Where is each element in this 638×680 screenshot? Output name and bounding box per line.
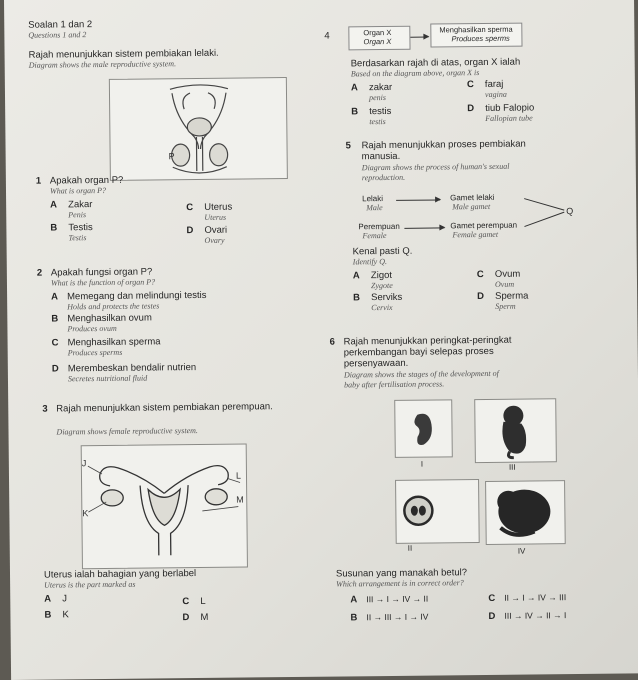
q6-option-d-letter[interactable]: D xyxy=(488,610,496,622)
q5-option-c-letter[interactable]: C xyxy=(476,268,484,281)
q4-option-a-letter[interactable]: A xyxy=(350,82,358,94)
female-reproductive-illustration xyxy=(82,444,247,568)
question-5-intro-en-1: Diagram shows the process of human's sexual xyxy=(361,161,510,173)
label-m: M xyxy=(236,494,244,505)
q5-option-b[interactable]: Serviks xyxy=(371,291,403,304)
flow-male-gamete: Gamet lelaki xyxy=(450,192,495,203)
produces-sperm-label-en: Produces sperms xyxy=(451,33,510,44)
question-6-intro-1: Rajah menunjukkan peringkat-peringkat xyxy=(343,334,512,348)
q2-option-b[interactable]: Menghasilkan ovum xyxy=(67,312,152,325)
svg-text:P: P xyxy=(168,151,175,162)
section-heading-en: Questions 1 and 2 xyxy=(28,30,87,40)
flow-female-gamete: Gamet perempuan xyxy=(450,220,518,231)
flow-male-gamete-en: Male gamet xyxy=(452,201,491,212)
organ-x-label: Organ X xyxy=(363,27,392,38)
question-1-stem: Apakah organ P? xyxy=(49,174,124,187)
q5-option-d-en: Sperm xyxy=(495,301,516,311)
q6-option-c-letter[interactable]: C xyxy=(488,592,496,604)
q1-option-a[interactable]: Zakar xyxy=(68,199,93,211)
label-j: J xyxy=(81,458,87,469)
q5-option-b-letter[interactable]: B xyxy=(353,292,361,304)
q2-option-a-letter[interactable]: A xyxy=(51,291,59,303)
q5-option-c[interactable]: Ovum xyxy=(494,268,521,280)
q2-option-b-letter[interactable]: B xyxy=(51,313,59,325)
question-3-stem: Uterus ialah bahagian yang berlabel xyxy=(43,568,197,581)
q4-option-d[interactable]: tiub Falopio xyxy=(485,102,535,114)
fetus-stage-iv-illustration xyxy=(486,481,565,544)
q6-option-a[interactable]: III → I → IV → II xyxy=(366,593,429,605)
question-3-number: 3 xyxy=(42,403,48,415)
q3-option-b[interactable]: K xyxy=(62,609,69,621)
question-6-number: 6 xyxy=(329,336,335,348)
zygote-stage-ii-illustration xyxy=(396,480,479,543)
q5-option-a-en: Zygote xyxy=(370,280,393,291)
stage-ii-label: II xyxy=(407,543,413,553)
q2-option-a[interactable]: Memegang dan melindungi testis xyxy=(67,289,207,303)
question-2-number: 2 xyxy=(36,267,43,279)
flow-female: Perempuan xyxy=(358,221,400,232)
q2-option-d-letter[interactable]: D xyxy=(51,363,59,375)
produces-sperm-box xyxy=(430,23,522,48)
page-number: 4 xyxy=(324,30,330,42)
q2-option-b-en: Produces ovum xyxy=(67,323,117,334)
q5-option-d[interactable]: Sperma xyxy=(495,290,529,302)
q4-option-b-en: testis xyxy=(369,117,386,127)
section-heading: Soalan 1 dan 2 xyxy=(28,19,93,31)
stage-iv-label: IV xyxy=(517,546,526,556)
question-5-stem: Kenal pasti Q. xyxy=(352,245,413,258)
question-3-intro: Rajah menunjukkan sistem pembiakan perempuan. xyxy=(56,401,273,415)
question-4-stem-en: Based on the diagram above, organ X is xyxy=(350,68,480,79)
question-5-intro-1: Rajah menunjukkan proses pembiakan xyxy=(361,138,526,152)
stage-ii-image xyxy=(395,479,480,544)
q1-option-a-letter[interactable]: A xyxy=(50,199,58,211)
question-3-stem-en: Uterus is the part marked as xyxy=(44,579,136,590)
question-2-stem: Apakah fungsi organ P? xyxy=(50,266,153,279)
organ-x-label-en: Organ X xyxy=(363,36,392,47)
male-reproductive-illustration xyxy=(110,78,287,180)
produces-sperm-label: Menghasilkan sperma xyxy=(439,24,513,35)
q1-option-a-en: Penis xyxy=(68,210,87,220)
flow-male: Lelaki xyxy=(362,194,384,204)
male-diagram-intro: Rajah menunjukkan sistem pembiakan lelaki. xyxy=(28,47,219,61)
q4-option-b[interactable]: testis xyxy=(369,105,392,118)
q5-option-c-en: Ovum xyxy=(494,279,515,289)
q6-option-b-letter[interactable]: B xyxy=(350,612,358,624)
question-5-intro-en-2: reproduction. xyxy=(361,172,406,183)
label-k: K xyxy=(82,508,89,519)
stage-iii-label: III xyxy=(508,462,516,472)
q3-option-d[interactable]: M xyxy=(200,611,209,623)
q6-option-c[interactable]: II → I → IV → III xyxy=(504,592,567,603)
q4-option-c[interactable]: faraj xyxy=(484,78,504,90)
q6-option-d[interactable]: III → IV → II → I xyxy=(504,610,567,621)
q5-option-a-letter[interactable]: A xyxy=(352,270,360,282)
female-reproductive-diagram xyxy=(81,443,248,569)
question-5-number: 5 xyxy=(345,140,351,152)
male-diagram-intro-en: Diagram shows the male reproductive system. xyxy=(28,59,177,70)
q4-option-c-letter[interactable]: C xyxy=(466,79,474,91)
q5-option-a[interactable]: Zigot xyxy=(370,269,393,282)
q4-option-d-en: Fallopian tube xyxy=(485,113,533,123)
question-6-intro-2: perkembangan bayi selepas proses xyxy=(343,345,494,359)
label-l: L xyxy=(235,470,242,481)
q1-option-b-letter[interactable]: B xyxy=(50,222,58,234)
stage-iv-image xyxy=(485,480,566,545)
question-6-stem: Susunan yang manakah betul? xyxy=(335,567,468,580)
q1-option-c[interactable]: Uterus xyxy=(204,201,233,213)
question-6-stem-en: Which arrangement is in correct order? xyxy=(336,578,464,589)
q3-option-b-letter[interactable]: B xyxy=(44,609,52,621)
question-1-number: 1 xyxy=(35,175,42,187)
q6-option-b[interactable]: II → III → I → IV xyxy=(366,611,429,623)
q5-option-b-en: Cervix xyxy=(371,302,393,313)
question-5-stem-en: Identify Q. xyxy=(352,257,388,267)
q1-option-d[interactable]: Ovari xyxy=(204,224,228,236)
flow-male-en: Male xyxy=(366,203,383,213)
question-2-stem-en: What is the function of organ P? xyxy=(50,277,156,288)
q4-option-a-en: penis xyxy=(368,93,386,103)
q1-option-b-en: Testis xyxy=(68,233,87,243)
question-1-stem-en: What is organ P? xyxy=(49,185,106,196)
question-6-intro-en-2: baby after fertilisation process. xyxy=(344,379,445,390)
q2-option-c[interactable]: Menghasilkan sperma xyxy=(67,336,161,349)
flow-arrow-male xyxy=(396,199,440,200)
question-6-intro-3: persenyawaan. xyxy=(343,357,409,370)
stage-iii-image xyxy=(474,398,557,463)
embryo-stage-i-illustration xyxy=(395,400,452,457)
flow-arrow-female xyxy=(404,227,444,228)
q1-option-b[interactable]: Testis xyxy=(68,222,93,234)
q4-option-a[interactable]: zakar xyxy=(368,81,393,94)
stage-i-image xyxy=(394,399,453,458)
q2-option-c-letter[interactable]: C xyxy=(51,337,59,349)
q3-option-a-letter[interactable]: A xyxy=(44,593,52,605)
q5-option-d-letter[interactable]: D xyxy=(477,290,485,303)
q2-option-d-en: Secretes nutritional fluid xyxy=(67,373,148,384)
q4-option-b-letter[interactable]: B xyxy=(351,106,359,118)
q3-option-c-letter[interactable]: C xyxy=(182,596,190,608)
flow-female-en: Female xyxy=(362,231,387,241)
embryo-stage-iii-illustration xyxy=(475,399,556,462)
q3-option-d-letter[interactable]: D xyxy=(182,612,190,624)
flow-result-q: Q xyxy=(566,206,574,217)
q1-option-d-en: Ovary xyxy=(204,235,225,245)
organ-x-arrow xyxy=(410,37,428,38)
q1-option-c-en: Uterus xyxy=(204,212,227,222)
stage-i-label: I xyxy=(420,459,424,469)
organ-x-box xyxy=(348,26,410,51)
question-6-intro-en-1: Diagram shows the stages of the development of xyxy=(343,368,499,380)
q1-option-d-letter[interactable]: D xyxy=(186,225,194,237)
male-reproductive-diagram xyxy=(109,77,288,181)
question-4-stem: Berdasarkan rajah di atas, organ X ialah xyxy=(350,56,521,70)
q2-option-c-en: Produces sperms xyxy=(67,347,123,358)
q6-option-a-letter[interactable]: A xyxy=(350,594,358,606)
question-3-intro-en: Diagram shows female reproductive system. xyxy=(56,425,198,437)
q2-option-a-en: Holds and protects the testes xyxy=(67,301,160,312)
q1-option-c-letter[interactable]: C xyxy=(186,202,194,214)
q3-option-a[interactable]: J xyxy=(62,593,68,605)
question-5-intro-2: manusia. xyxy=(361,150,401,163)
q2-option-d[interactable]: Merembeskan bendalir nutrien xyxy=(67,362,197,375)
q4-option-d-letter[interactable]: D xyxy=(467,103,475,115)
flow-female-gamete-en: Female gamet xyxy=(452,229,499,240)
q3-option-c[interactable]: L xyxy=(200,595,206,607)
q4-option-c-en: vagina xyxy=(484,89,507,99)
worksheet-page xyxy=(4,0,638,680)
